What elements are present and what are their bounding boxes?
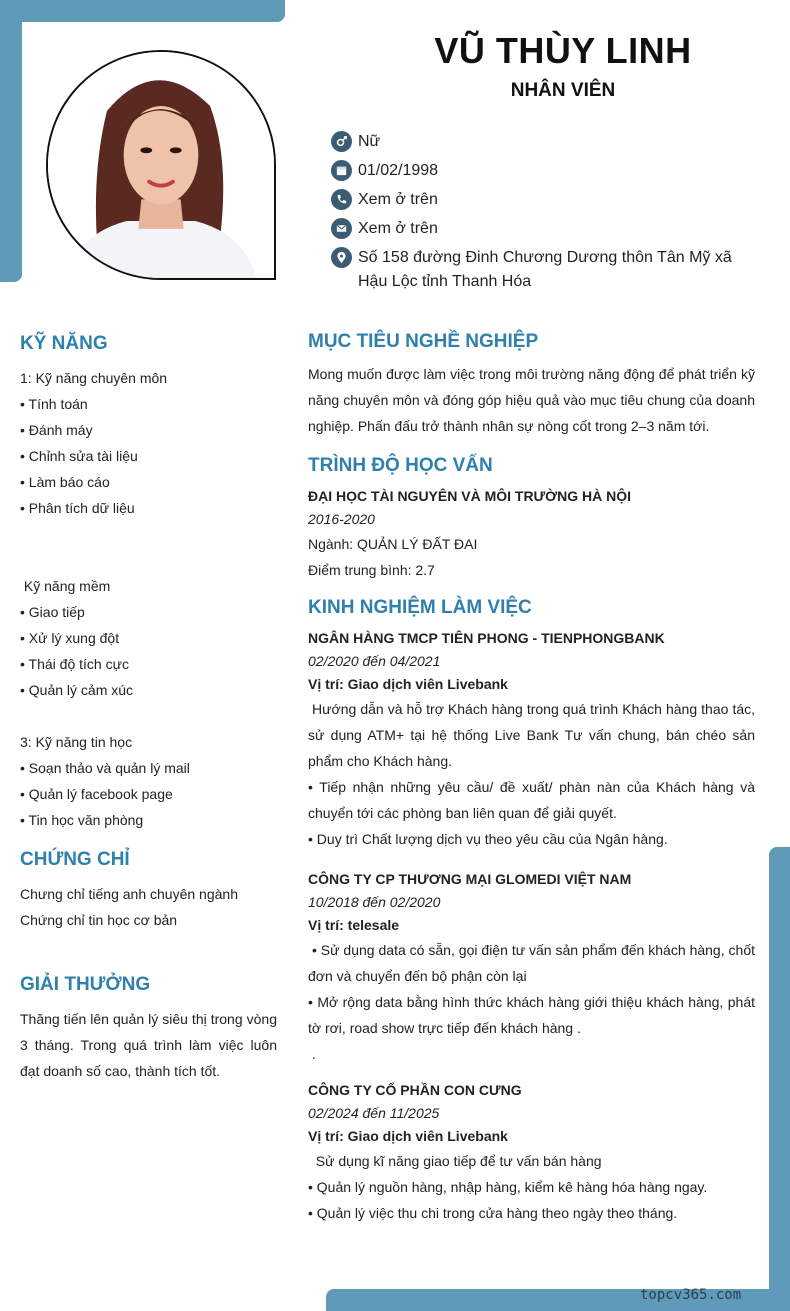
left-column [20,333,277,1084]
job-period: 02/2024 đến 11/2025 [308,1105,440,1121]
job-position: Vị trí: telesale [308,917,400,933]
skill-item: • Đánh máy [20,422,93,438]
job-detail: • Quản lý việc thu chi trong cửa hàng theo ngày theo tháng. [308,1205,678,1221]
job-detail: . [308,1046,316,1062]
skill-item: • Quản lý facebook page [20,786,173,802]
job-company: CÔNG TY CP THƯƠNG MẠI GLOMEDI VIỆT NAM [308,871,632,887]
contact-text: Xem ở trên [358,191,438,208]
job-period: 02/2020 đến 04/2021 [308,653,441,669]
job-detail: • Tiếp nhận những yêu cầu/ đề xuất/ phàn nàn của Khách hàng và chuyển tới các phòng ban liên quan để giải quyết. [308,779,755,821]
skill-group-title: 1: Kỹ năng chuyên môn [20,370,168,386]
right-column [308,331,759,1226]
education-heading: TRÌNH ĐỘ HỌC VẤN [308,455,493,476]
school-name: ĐẠI HỌC TÀI NGUYÊN VÀ MÔI TRƯỜNG HÀ NỘI [308,488,632,504]
job-detail: • Mở rộng data bằng hình thức khách hàng giới thiệu khách hàng, phát tờ rơi, road show trực tiếp đến khách hàng . [308,994,755,1036]
left-accent-bar [0,0,22,282]
phone-icon [331,189,352,210]
contact-address [331,246,761,294]
profile-photo [46,50,276,280]
job-period: 10/2018 đến 02/2020 [308,894,441,910]
job-position: Vị trí: Giao dịch viên Livebank [308,1128,508,1144]
skill-item: • Thái độ tích cực [20,656,129,672]
job-entry [308,868,759,1067]
mail-icon [331,218,352,239]
portrait-image [48,52,274,278]
contact-text: Xem ở trên [358,220,438,237]
gender-icon [331,131,352,152]
skill-item: • Phân tích dữ liệu [20,500,135,516]
education-major: Ngành: QUẢN LÝ ĐẤT ĐAI [308,536,478,552]
skill-group-title: 3: Kỹ năng tin học [20,734,133,750]
skill-item: • Giao tiếp [20,604,85,620]
contact-text: Số 158 đường Đinh Chương Dương thôn Tân Mỹ xã Hậu Lộc tỉnh Thanh Hóa [358,249,732,290]
certificate-item: Chứng chỉ tin học cơ bản [20,912,178,928]
job-detail: • Sử dụng data có sẵn, gọi điện tư vấn sản phẩm đến khách hàng, chốt đơn và chuyển đến bộ phận còn lại [308,942,759,984]
contact-phone[interactable] [331,188,761,212]
objective-text: Mong muốn được làm việc trong môi trường năng động để phát triển kỹ năng chuyên môn và đóng góp hiệu quả vào mục tiêu chung của doanh nghiệp. Phấn đấu trở thành nhân sự nòng cốt trong 2–3 năm tới. [308,366,755,434]
location-icon [331,247,352,268]
watermark-text: topcv365.com [640,1287,742,1303]
skill-item: • Làm báo cáo [20,474,110,490]
job-entry [308,627,759,852]
job-detail: • Quản lý nguồn hàng, nhập hàng, kiểm kê hàng hóa hàng ngay. [308,1179,708,1195]
certificate-item: Chưng chỉ tiếng anh chuyên ngành [20,886,238,902]
skill-item: • Tin học văn phòng [20,812,144,828]
awards-heading: GIẢI THƯỞNG [20,974,151,995]
skill-item: • Xử lý xung đột [20,630,120,646]
right-accent-bar [769,847,790,1311]
job-company: NGÂN HÀNG TMCP TIÊN PHONG - TIENPHONGBANK [308,630,665,646]
contact-birthday [331,159,761,183]
education-gpa: Điểm trung bình: 2.7 [308,562,435,578]
skills-heading: KỸ NĂNG [20,333,108,354]
awards-text: Thăng tiến lên quản lý siêu thị trong vòng 3 tháng. Trong quá trình làm việc luôn đạt doanh số cao, thành tích tốt. [20,1011,277,1079]
job-entry [308,1079,755,1226]
skill-item: • Tính toán [20,396,88,412]
contact-gender [331,130,761,154]
job-detail: Hướng dẫn và hỗ trợ Khách hàng trong quá trình Khách hàng thao tác, sử dụng ATM+ tại hệ thống Live Bank Tư vấn chung, bán chéo sản phẩm cho Khách hàng. [308,701,759,769]
certificates-heading: CHỨNG CHỈ [20,849,130,870]
skill-item: • Quản lý cảm xúc [20,682,134,698]
skill-item: • Chỉnh sửa tài liệu [20,448,138,464]
education-years: 2016-2020 [308,511,375,527]
candidate-title: NHÂN VIÊN [510,80,616,101]
job-detail: Sử dụng kĩ năng giao tiếp để tư vấn bán hàng [308,1153,602,1169]
skill-group-title: Kỹ năng mềm [20,578,111,594]
objective-heading: MỤC TIÊU NGHỀ NGHIỆP [308,331,539,352]
job-position: Vị trí: Giao dịch viên Livebank [308,676,508,692]
job-detail: • Duy trì Chất lượng dịch vụ theo yêu cầu của Ngân hàng. [308,831,668,847]
calendar-icon [331,160,352,181]
contact-email[interactable] [331,217,761,241]
skill-item: • Soạn thảo và quản lý mail [20,760,190,776]
candidate-name: VŨ THÙY LINH [434,30,692,71]
contact-text: Nữ [358,133,381,150]
experience-heading: KINH NGHIỆM LÀM VIỆC [308,597,532,618]
contact-text: 01/02/1998 [358,162,439,179]
contact-list [331,130,761,299]
top-accent-bar [0,0,285,22]
job-company: CÔNG TY CỔ PHẦN CON CƯNG [308,1082,522,1098]
